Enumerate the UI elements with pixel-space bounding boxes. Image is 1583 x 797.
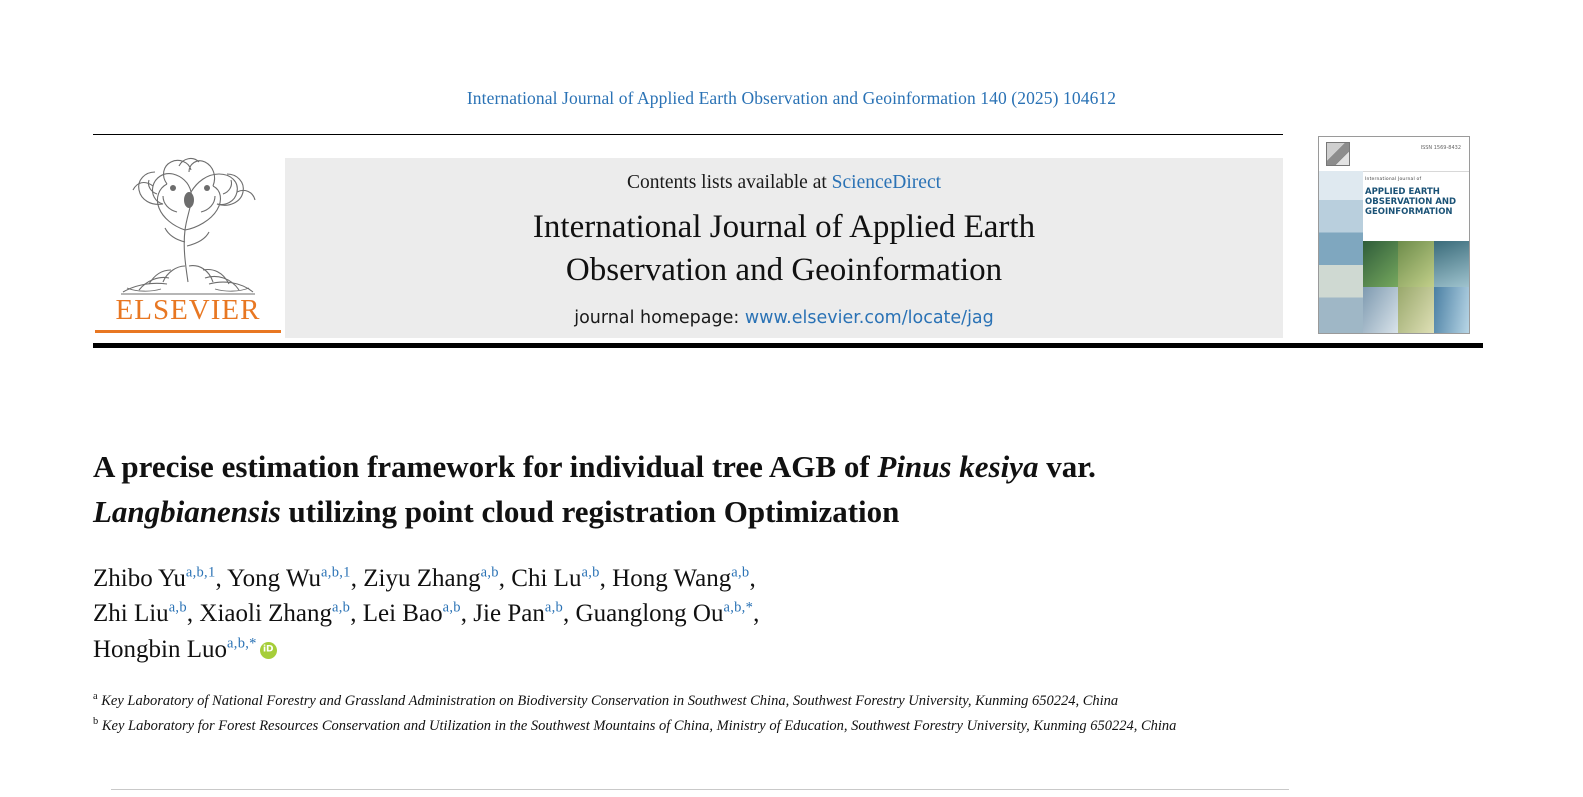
journal-title bbox=[285, 206, 1283, 292]
author-separator: , bbox=[563, 600, 576, 628]
author-separator: , bbox=[350, 564, 364, 592]
cover-tile bbox=[1398, 287, 1433, 333]
title-italic-1: Pinus kesiya bbox=[877, 448, 1039, 484]
author-entry[interactable] bbox=[576, 600, 760, 627]
author-name: Jie Pan bbox=[473, 600, 545, 628]
cover-side-strip bbox=[1319, 171, 1363, 333]
cover-publisher-icon bbox=[1326, 142, 1350, 166]
author-entry[interactable] bbox=[93, 636, 257, 663]
author-name: Hongbin Luo bbox=[93, 635, 228, 663]
author-separator: , bbox=[753, 600, 760, 628]
orcid-icon[interactable] bbox=[260, 642, 277, 659]
author-entry[interactable] bbox=[511, 565, 612, 592]
title-segment-3: utilizing point cloud registration Optimization bbox=[280, 493, 900, 529]
author-name: Chi Lu bbox=[511, 564, 582, 592]
author-affiliation-marks: a,b,1 bbox=[185, 564, 216, 581]
author-entry[interactable] bbox=[199, 600, 362, 627]
cover-tile bbox=[1363, 241, 1398, 287]
journal-title-line-1: International Journal of Applied Earth bbox=[532, 209, 1036, 245]
author-entry[interactable] bbox=[612, 565, 756, 592]
cover-tile bbox=[1398, 241, 1433, 287]
author-affiliation-marks: a,b,* bbox=[723, 599, 754, 616]
affiliation-text: Key Laboratory for Forest Resources Conservation and Utilization in the Southwest Mountains of China, Ministry of Education, Southwest Forestry University, Kunming 650224, China bbox=[101, 718, 1177, 735]
author-affiliation-marks: a,b bbox=[731, 564, 750, 581]
author-separator: , bbox=[460, 600, 474, 628]
journal-homepage-line bbox=[285, 308, 1283, 328]
author-list bbox=[93, 561, 1285, 668]
cover-image-mosaic bbox=[1363, 241, 1469, 333]
elsevier-underbar bbox=[95, 330, 281, 333]
cover-subtitle: International Journal of bbox=[1365, 177, 1422, 182]
author-name: Ziyu Zhang bbox=[363, 564, 481, 592]
author-separator: , bbox=[599, 564, 613, 592]
author-name: Hong Wang bbox=[612, 564, 732, 592]
author-name: Xiaoli Zhang bbox=[199, 600, 333, 628]
article-header bbox=[93, 424, 1285, 740]
author-affiliation-marks: a,b bbox=[332, 599, 351, 616]
elsevier-tree-icon bbox=[93, 142, 283, 297]
affiliation-item bbox=[93, 689, 1285, 712]
author-name: Yong Wu bbox=[227, 564, 322, 592]
affiliation-item bbox=[93, 714, 1285, 737]
author-entry[interactable] bbox=[363, 565, 511, 592]
author-affiliation-marks: a,b,1 bbox=[321, 564, 351, 581]
homepage-prefix: journal homepage: bbox=[574, 307, 745, 328]
contents-prefix: Contents lists available at bbox=[626, 172, 832, 193]
author-name: Zhi Liu bbox=[93, 600, 169, 628]
author-separator: , bbox=[215, 564, 228, 592]
author-affiliation-marks: a,b bbox=[544, 599, 564, 616]
author-affiliation-marks: a,b,* bbox=[227, 635, 257, 652]
cover-issn: ISSN 1569-8432 bbox=[1420, 145, 1461, 151]
cover-title-line-2: OBSERVATION AND bbox=[1365, 197, 1457, 208]
elsevier-wordmark: ELSEVIER bbox=[115, 294, 261, 326]
elsevier-logo bbox=[93, 142, 283, 338]
affiliation-mark: a bbox=[93, 691, 98, 703]
author-entry[interactable] bbox=[93, 600, 199, 627]
journal-cover-thumbnail bbox=[1318, 136, 1470, 334]
author-affiliation-marks: a,b bbox=[581, 564, 600, 581]
author-separator: , bbox=[498, 564, 512, 592]
author-name: Zhibo Yu bbox=[93, 564, 186, 592]
cover-title bbox=[1365, 187, 1465, 217]
journal-title-line-2: Observation and Geoinformation bbox=[565, 251, 1003, 288]
author-affiliation-marks: a,b bbox=[480, 564, 499, 581]
cover-title-line-3: GEOINFORMATION bbox=[1365, 207, 1453, 218]
author-affiliation-marks: a,b bbox=[168, 599, 187, 616]
author-name: Guanglong Ou bbox=[575, 600, 724, 628]
masthead-top-rule bbox=[93, 134, 1283, 135]
section-divider bbox=[111, 789, 1289, 790]
author-entry[interactable] bbox=[93, 565, 227, 592]
author-entry[interactable] bbox=[473, 600, 575, 627]
cover-tile bbox=[1434, 241, 1469, 287]
cover-tile bbox=[1363, 287, 1398, 333]
title-segment-1: A precise estimation framework for individual tree AGB of bbox=[93, 448, 878, 484]
author-affiliation-marks: a,b bbox=[442, 599, 461, 616]
cover-title-line-1: APPLIED EARTH bbox=[1365, 187, 1440, 197]
journal-masthead bbox=[93, 134, 1483, 348]
sciencedirect-link[interactable]: ScienceDirect bbox=[831, 172, 942, 193]
title-italic-2: Langbianensis bbox=[93, 493, 281, 529]
author-separator: , bbox=[749, 564, 756, 592]
journal-info-box bbox=[285, 158, 1283, 338]
affiliation-text: Key Laboratory of National Forestry and Grassland Administration on Biodiversity Conservation in Southwest China, Southwest Forestry University, Kunming 650224, China bbox=[101, 692, 1119, 709]
title-segment-2: var. bbox=[1038, 448, 1096, 484]
author-separator: , bbox=[350, 600, 363, 628]
author-entry[interactable] bbox=[227, 565, 363, 592]
cover-tile bbox=[1434, 287, 1469, 333]
running-head: International Journal of Applied Earth Observation and Geoinformation 140 (2025) 104612 bbox=[466, 88, 1117, 108]
affiliation-mark: b bbox=[93, 716, 99, 728]
article-title bbox=[93, 445, 1285, 535]
author-separator: , bbox=[186, 600, 200, 628]
journal-homepage-link[interactable]: www.elsevier.com/locate/jag bbox=[744, 307, 994, 328]
author-entry[interactable] bbox=[363, 600, 474, 627]
contents-available-line bbox=[285, 172, 1283, 194]
author-name: Lei Bao bbox=[362, 600, 443, 628]
masthead-bottom-rule bbox=[93, 343, 1483, 348]
affiliation-list bbox=[93, 689, 1285, 738]
